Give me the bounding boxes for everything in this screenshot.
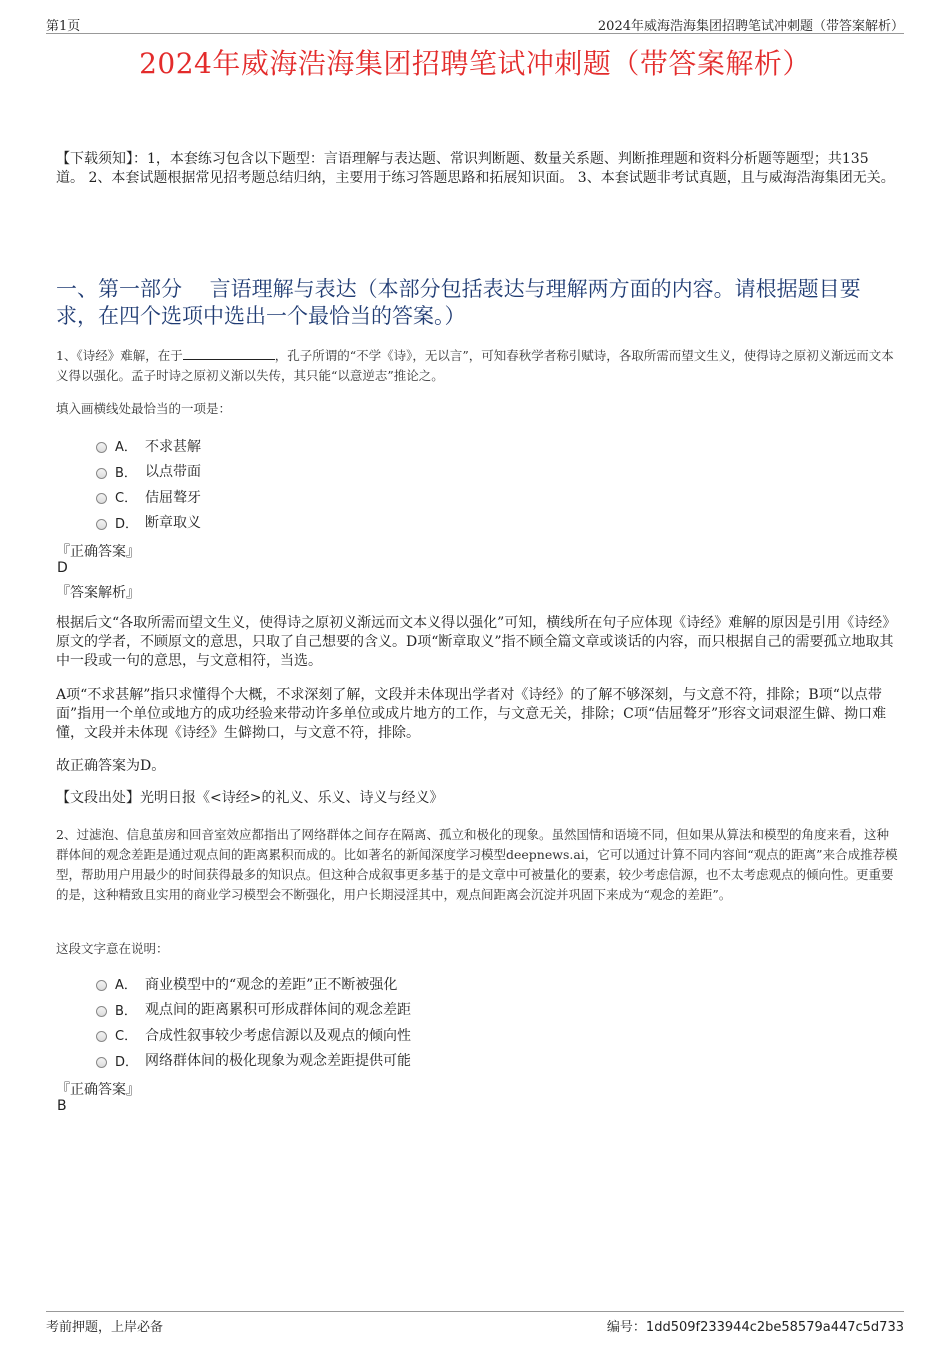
analysis-paragraph-2: A项“不求甚解”指只求懂得个大概，不求深刻了解，文段并未体现出学者对《诗经》的了解不够深刻，与文意不符，排除；B项“以点带面”指用一个单位或地方的成功经验来带动许多单位或成片地方的工作，与文意无关，排除；C项“佶屈聱牙”形容文词艰涩生僻、拗口难懂，文段并未体现《诗经》生僻拗口，与文意不符，排除。 xyxy=(56,687,887,741)
radio-icon[interactable] xyxy=(96,1057,107,1068)
radio-icon[interactable] xyxy=(96,980,107,991)
answer-label: 『正确答案』 xyxy=(56,544,140,560)
footer-code: 编号：1dd509f233944c2be58579a447c5d733 xyxy=(606,1320,904,1335)
radio-icon[interactable] xyxy=(96,1031,107,1042)
answer-value: D xyxy=(57,560,68,576)
option-a[interactable]: A． 商业模型中的“观念的差距”正不断被强化 xyxy=(96,971,411,997)
question-2-stem: 2、过滤泡、信息茧房和回音室效应都指出了网络群体之间存在隔离、孤立和极化的现象。虽然国情和语境不同，但如果从算法和模型的角度来看，这种群体间的观念差距是通过观点间的距离累积而成的。比如著名的新闻深度学习模型deepnews.ai，它可以通过计算不同内容间“观点的距离”来合成推荐模型，帮助用户用最少的时间获得最多的知识点。但这种合成叙事更多基于的是文章中可被量化的要素，较少考虑信源，也不太考虑观点的倾向性。更重要的是，这种精致且实用的商业学习模型会不断强化，用户长期浸淫其中，观点间距离会沉淀并巩固下来成为“观念的差距”。 xyxy=(56,827,898,902)
radio-icon[interactable] xyxy=(96,468,107,479)
footer-slogan: 考前押题，上岸必备 xyxy=(46,1320,164,1335)
header-doc-title: 2024年威海浩海集团招聘笔试冲刺题（带答案解析） xyxy=(597,19,904,34)
section-title: 一、第一部分 言语理解与表达（本部分包括表达与理解两方面的内容。请根据题目要求，在四个选项中选出一个最恰当的答案。） xyxy=(56,277,861,328)
radio-icon[interactable] xyxy=(96,493,107,504)
source-note: 【文段出处】光明日报《<诗经>的礼义、乐义、诗义与经义》 xyxy=(56,790,444,806)
radio-icon[interactable] xyxy=(96,1006,107,1017)
fill-blank xyxy=(183,346,275,360)
page-number: 第1页 xyxy=(46,19,81,34)
document-title: 2024年威海浩海集团招聘笔试冲刺题（带答案解析） xyxy=(139,47,811,80)
option-a[interactable]: A． 不求甚解 xyxy=(96,433,201,459)
page-footer xyxy=(46,1311,904,1336)
analysis-label: 『答案解析』 xyxy=(56,585,140,601)
question-1-prompt: 填入画横线处最恰当的一项是： xyxy=(56,401,232,416)
page-header xyxy=(46,13,904,34)
question-1-options xyxy=(96,433,201,535)
download-notice: 【下载须知】：1，本套练习包含以下题型：言语理解与表达题、常识判断题、数量关系题、判断推理题和资料分析题等题型；共135道。 2、本套试题根据常见招考题总结归纳，主要用于练习答题思路和拓展知识面。 3、本套试题非考试真题，且与威海浩海集团无关。 xyxy=(56,151,895,186)
question-2-options xyxy=(96,971,411,1073)
option-d[interactable]: D． 网络群体间的极化现象为观念差距提供可能 xyxy=(96,1048,411,1074)
analysis-paragraph-1: 根据后文“各取所需而望文生义，使得诗之原初义渐远而文本义得以强化”可知，横线所在句子应体现《诗经》难解的原因是引用《诗经》原文的学者，不顾原文的意思，只取了自己想要的含义。D项“断章取义”指不顾全篇文章或谈话的内容，而只根据自己的需要孤立地取其中一段或一句的意思，与文意相符，当选。 xyxy=(56,615,894,669)
answer-value: B xyxy=(57,1098,67,1114)
radio-icon[interactable] xyxy=(96,442,107,453)
option-d[interactable]: D． 断章取义 xyxy=(96,510,201,536)
answer-label: 『正确答案』 xyxy=(56,1082,140,1098)
analysis-paragraph-3: 故正确答案为D。 xyxy=(56,758,166,774)
option-b[interactable]: B． 观点间的距离累积可形成群体间的观念差距 xyxy=(96,997,411,1023)
question-1-stem: 1、《诗经》难解，在于 ，孔子所谓的“不学《诗》，无以言”，可知春秋学者称引赋诗，各取所需而望文生义，使得诗之原初义渐远而文本义得以强化。孟子时诗之原初义渐以失传，其只能“以意逆志”推论之。 xyxy=(56,348,894,383)
question-2-prompt: 这段文字意在说明： xyxy=(56,941,169,956)
option-c[interactable]: C． 佶屈聱牙 xyxy=(96,484,201,510)
option-b[interactable]: B． 以点带面 xyxy=(96,459,201,485)
radio-icon[interactable] xyxy=(96,519,107,530)
option-c[interactable]: C． 合成性叙事较少考虑信源以及观点的倾向性 xyxy=(96,1022,411,1048)
